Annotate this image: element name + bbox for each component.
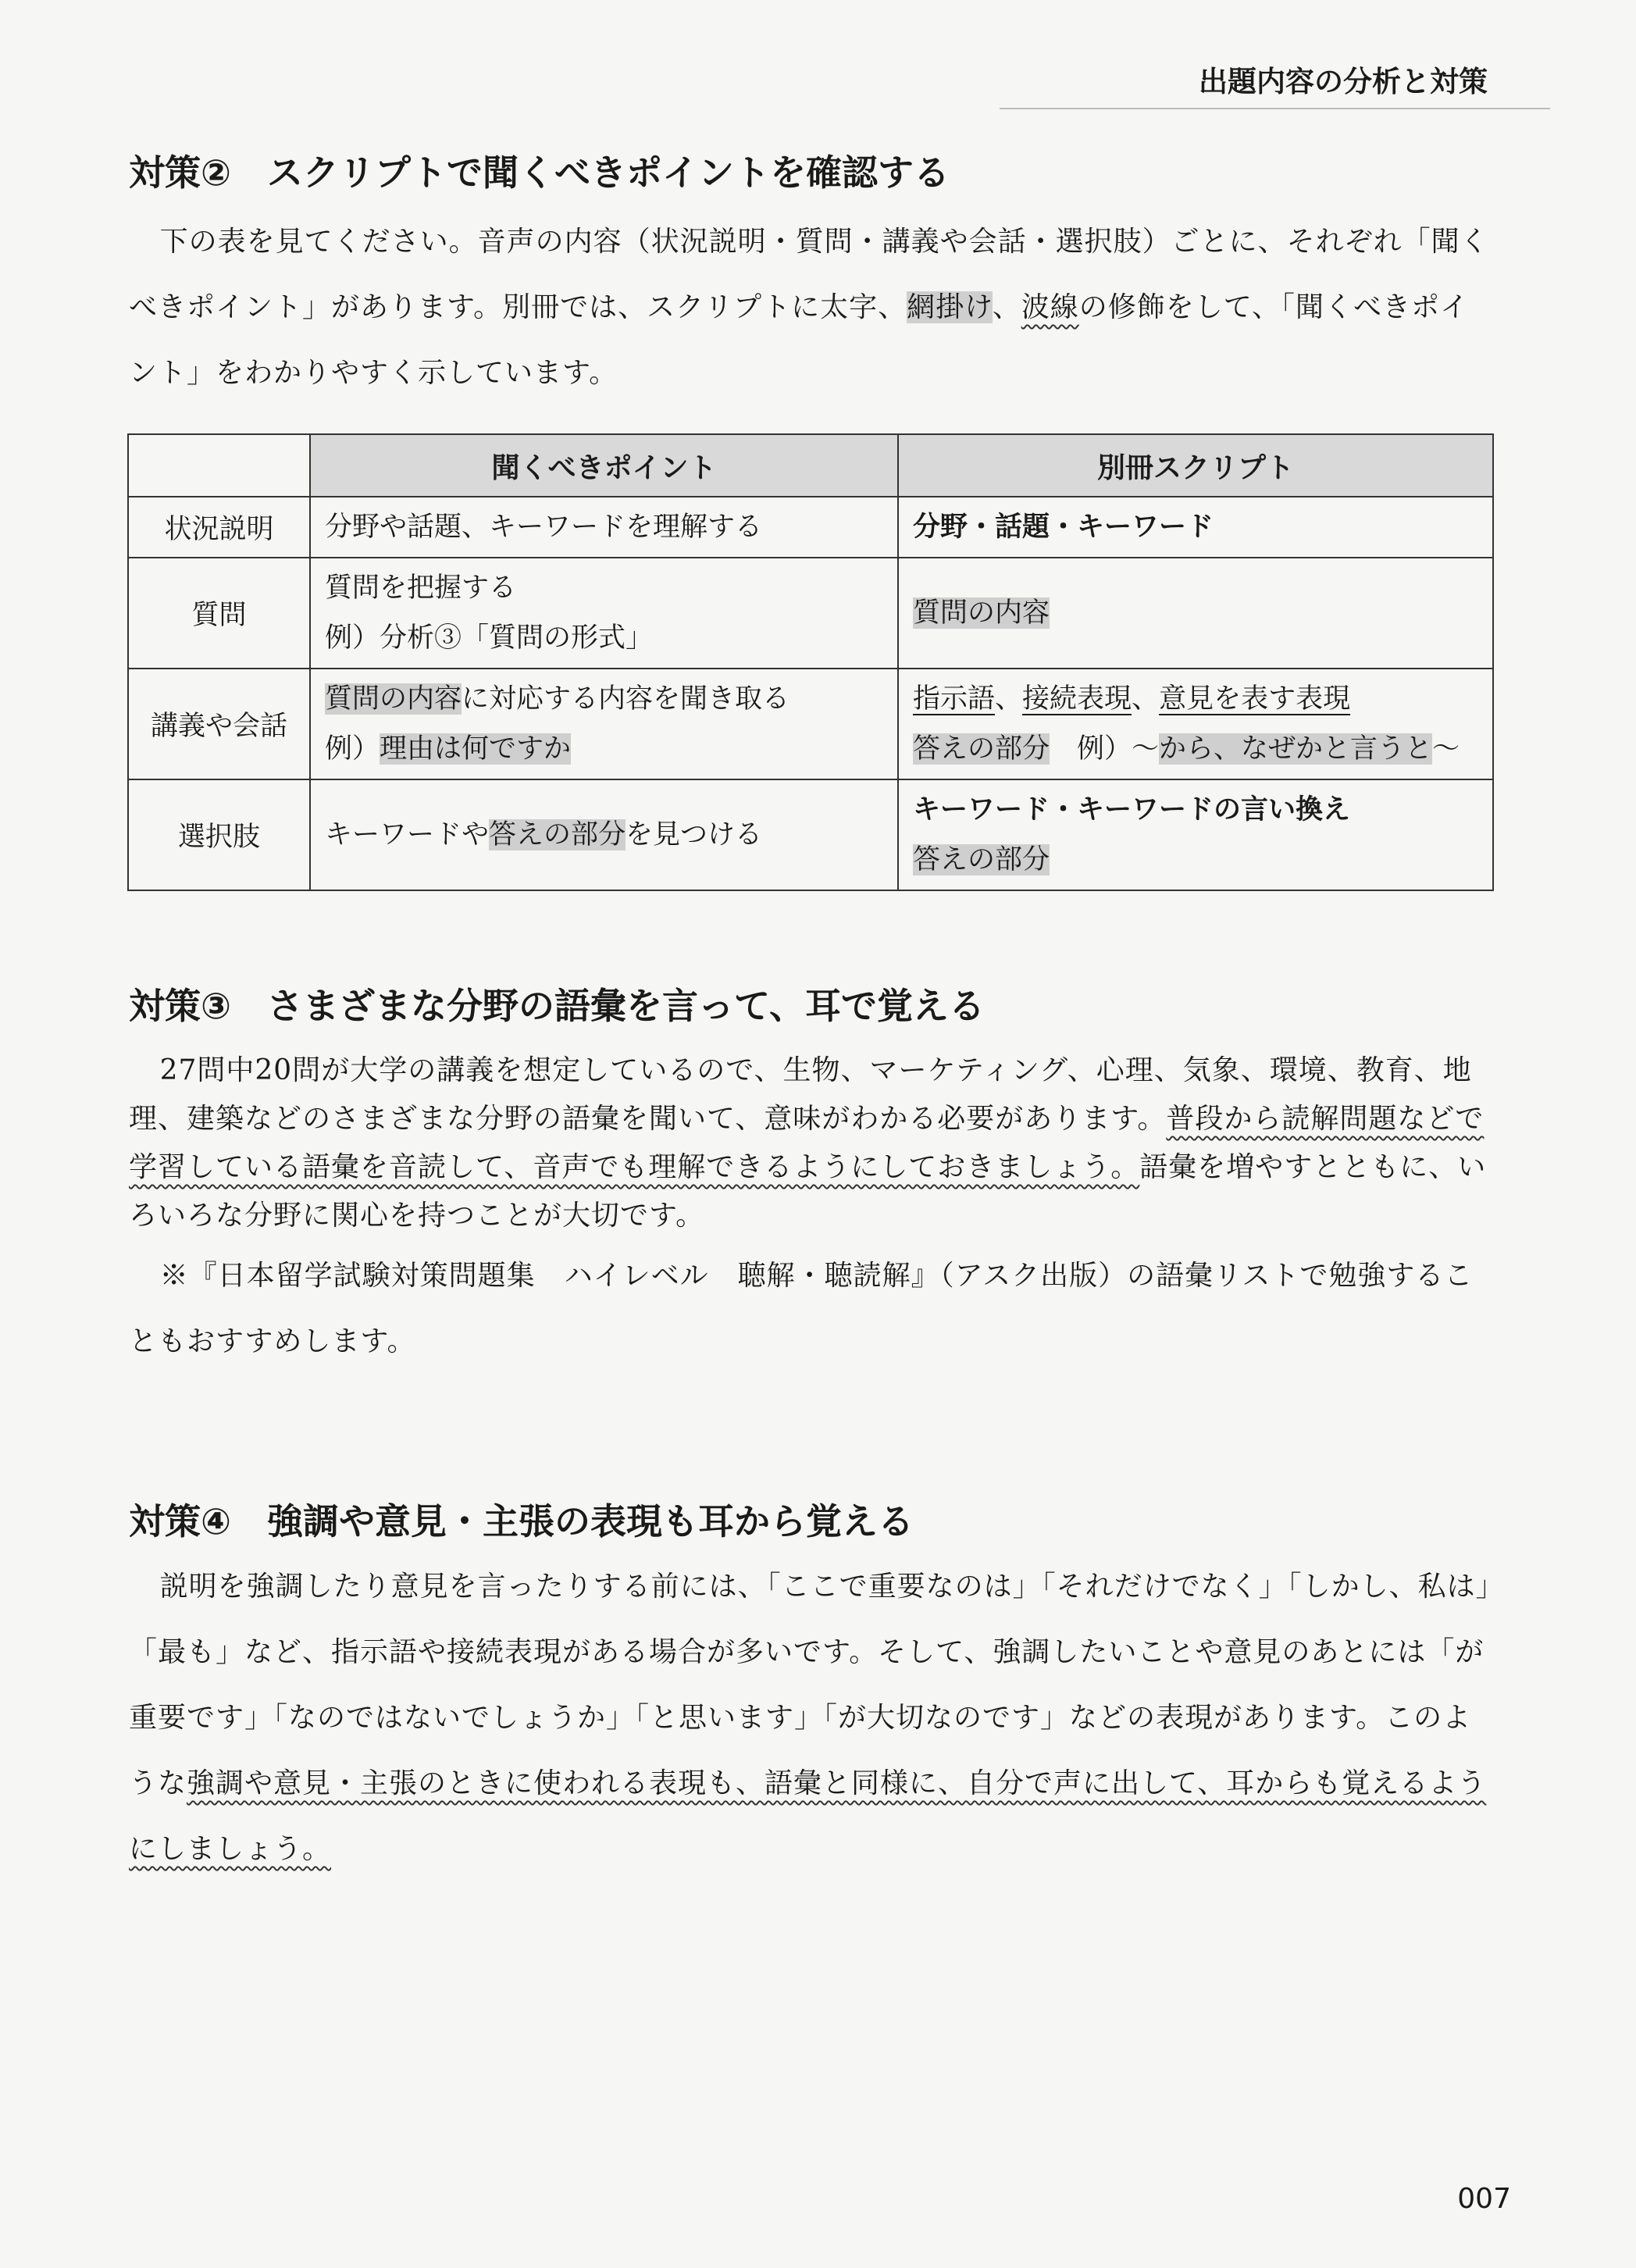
points-line <box>325 724 883 774</box>
section-title-3: 対策③ さまざまな分野の語彙を言って、耳で覚える <box>129 985 986 1027</box>
header-cell-points: 聞くべきポイント <box>310 434 898 497</box>
category-cell: 質問 <box>128 558 310 669</box>
text: に対応する内容を聞き取る <box>462 683 790 715</box>
section-4-body <box>129 1554 1495 1882</box>
section-2-body <box>129 209 1495 406</box>
shaded-text: 質問の内容 <box>325 683 462 715</box>
table-row <box>128 558 1493 669</box>
shaded-text: 答えの部分 <box>489 819 626 850</box>
text: 、 <box>995 683 1023 715</box>
text: 語彙を増やすとともに、いろいろな分野に関心を持つことが大切です。 <box>129 1151 1487 1232</box>
points-line: 質問を把握する <box>325 572 517 604</box>
script-cell <box>898 558 1493 669</box>
category-cell: 講義や会話 <box>128 669 310 779</box>
section-title-2: 対策② スクリプトで聞くべきポイントを確認する <box>129 152 950 194</box>
script-line <box>913 724 1478 774</box>
table-row <box>128 497 1493 558</box>
section-3-body <box>129 1047 1495 1375</box>
points-cell <box>310 669 898 779</box>
text: 27問中20問が大学の講義を想定しているので、生物、マーケティング、心理、気象、環境、教育、地理、建築などのさまざまな分野の語彙を聞いて、意味がわかる必要があります。 <box>129 1054 1472 1135</box>
script-line <box>913 674 1478 724</box>
paragraph <box>129 1047 1495 1240</box>
text: 説明を強調したり意見を言ったりする前には、「ここで重要なのは」「それだけでなく」「しかし、私は」「最も」など、指示語や接続表現がある場合が多いです。そして、強調したいことや意見のあとには「が重要です」「なのではないでしょうか」「と思います」「が大切なのです」などの表現があります。このような <box>129 1571 1491 1799</box>
script-line: キーワード・キーワードの言い換え <box>913 794 1351 826</box>
running-header: 出題内容の分析と対策 <box>1199 65 1488 98</box>
paragraph <box>129 209 1495 406</box>
wavy-text: 普段から読解問題などで学習している語彙を音読して、音声でも理解できるようにしておきましょう。 <box>129 1103 1485 1183</box>
shaded-text: から、なぜかと言うと <box>1159 733 1433 765</box>
script-cell <box>898 669 1493 779</box>
points-cell <box>310 558 898 669</box>
underlined-text: 意見を表す表現 <box>1159 683 1351 715</box>
shaded-text: 答えの部分 <box>913 844 1050 875</box>
script-cell: 分野・話題・キーワード <box>898 497 1493 558</box>
paragraph <box>129 1554 1495 1882</box>
text: 、 <box>992 291 1021 323</box>
text: 例）〜 <box>1050 733 1160 765</box>
category-cell: 選択肢 <box>128 779 310 890</box>
wavy-text: 強調や意見・主張のときに使われる表現も、語彙と同様に、自分で声に出して、耳からも覚えるようにしましょう。 <box>129 1767 1487 1865</box>
section-title-4: 対策④ 強調や意見・主張の表現も耳から覚える <box>129 1500 914 1542</box>
text: 、 <box>1132 683 1160 715</box>
script-line <box>913 835 1478 885</box>
text: 例） <box>325 733 380 765</box>
listening-points-table <box>127 433 1494 891</box>
points-line: 例）分析③「質問の形式」 <box>325 622 654 654</box>
category-cell: 状況説明 <box>128 497 310 558</box>
text: を見つける <box>626 819 763 850</box>
points-cell <box>310 779 898 890</box>
note-paragraph: ※『日本留学試験対策問題集 ハイレベル 聴解・聴読解』（アスク出版）の語彙リストで勉強することもおすすめします。 <box>129 1260 1474 1357</box>
page-number: 007 <box>1457 2183 1511 2215</box>
text: 下の表を見てください。音声の内容（状況説明・質問・講義や会話・選択肢）ごとに、それぞれ「聞くべきポイント」があります。別冊では、スクリプトに太字、 <box>129 226 1489 323</box>
table-row <box>128 779 1493 890</box>
header-cell-blank <box>128 434 310 497</box>
wavy-text: 波線 <box>1021 291 1079 323</box>
table-header-row <box>128 434 1493 497</box>
underlined-text: 接続表現 <box>1022 683 1132 715</box>
points-line <box>325 674 883 724</box>
underlined-text: 指示語 <box>913 683 996 715</box>
table-row <box>128 669 1493 779</box>
shaded-text: 網掛け <box>907 291 993 323</box>
header-cell-script: 別冊スクリプト <box>898 434 1493 497</box>
text: の修飾をして、「聞くべきポイント」をわかりやすく示しています。 <box>129 291 1469 389</box>
shaded-text: 答えの部分 <box>913 733 1050 765</box>
points-cell: 分野や話題、キーワードを理解する <box>310 497 898 558</box>
shaded-text: 質問の内容 <box>913 597 1050 629</box>
shaded-text: 理由は何ですか <box>380 733 572 765</box>
text: 〜 <box>1432 733 1460 765</box>
text: キーワードや <box>325 819 490 850</box>
header-rule <box>1000 108 1550 109</box>
script-cell <box>898 779 1493 890</box>
